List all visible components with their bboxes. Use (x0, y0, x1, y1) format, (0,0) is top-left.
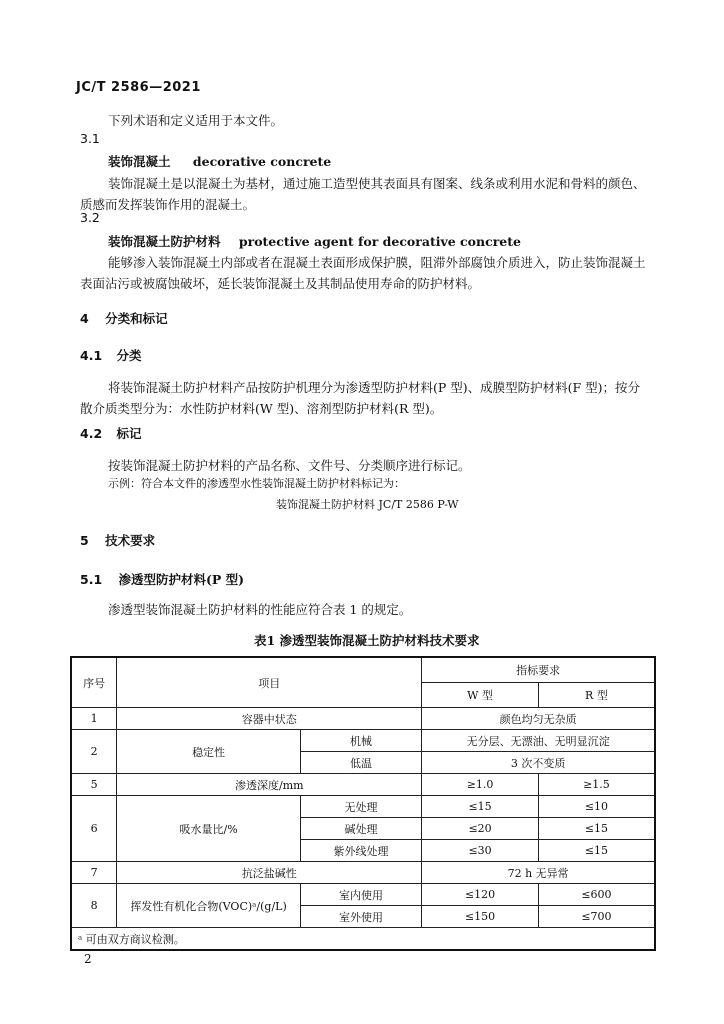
section-4-1-number: 4.1 (80, 348, 103, 363)
header-seq: 序号 (71, 657, 117, 708)
table-row (71, 708, 655, 730)
section-5-heading (80, 531, 155, 549)
header-r-type: R 型 (538, 683, 655, 708)
section-4-1-line2: 散介质类型分为：水性防护材料(W 型)、溶剂型防护材料(R 型)。 (80, 401, 443, 416)
section-5-number: 5 (80, 533, 89, 548)
row5-w: ≥1.0 (422, 774, 539, 796)
row6-seq: 6 (71, 796, 117, 862)
row7-value: 72 h 无异常 (422, 862, 655, 884)
row5-item: 渗透深度/mm (117, 774, 422, 796)
row8-seq: 8 (71, 884, 117, 928)
row6-r3: ≤15 (538, 840, 655, 862)
table-footnote: ᵃ 可由双方商议检测。 (71, 928, 655, 951)
row1-item: 容器中状态 (117, 708, 422, 730)
section-5-1-number: 5.1 (80, 572, 103, 587)
section-4-2-example: 示例：符合本文件的渗透型水性装饰混凝土防护材料标记为： (108, 477, 405, 490)
header-item: 项目 (117, 657, 422, 708)
table-row (71, 796, 655, 818)
term-3-1-number: 3.1 (80, 131, 100, 146)
term-3-1-def-line1: 装饰混凝土是以混凝土为基材，通过施工造型使其表面具有图案、线条或利用水泥和骨料的颜色、 (108, 176, 646, 191)
row6-r2: ≤15 (538, 818, 655, 840)
section-4-1-title: 分类 (116, 348, 142, 363)
header-index: 指标要求 (422, 657, 655, 683)
section-5-1-line1: 渗透型装饰混凝土防护材料的性能应符合表 1 的规定。 (108, 602, 412, 617)
row1-value: 颜色均匀无杂质 (422, 708, 655, 730)
section-4-1-heading (80, 346, 142, 364)
table-row (71, 884, 655, 906)
row5-r: ≥1.5 (538, 774, 655, 796)
row6-r1: ≤10 (538, 796, 655, 818)
row6-sub2: 碱处理 (300, 818, 421, 840)
term-3-1-title-cn: 装饰混凝土 (108, 154, 171, 169)
row6-item: 吸水量比/% (117, 796, 300, 862)
term-3-2-def-line1: 能够渗入装饰混凝土内部或者在混凝土表面形成保护膜，阻滞外部腐蚀介质进入，防止装饰混凝土 (108, 255, 646, 270)
section-5-1-heading (80, 570, 244, 588)
section-4-number: 4 (80, 311, 89, 326)
row2-val1: 无分层、无漂油、无明显沉淀 (422, 730, 655, 752)
table-footnote-row (71, 928, 655, 951)
row8-w1: ≤120 (422, 884, 539, 906)
term-3-1-title-en: decorative concrete (192, 154, 332, 169)
section-4-title: 分类和标记 (105, 311, 168, 326)
row6-sub3: 紫外线处理 (300, 840, 421, 862)
term-3-1-def-line2: 质感而发挥装饰作用的混凝土。 (80, 197, 256, 212)
row6-w2: ≤20 (422, 818, 539, 840)
section-4-2-marking: 装饰混凝土防护材料 JC/T 2586 P-W (276, 498, 459, 511)
table-caption: 表1 渗透型装饰混凝土防护材料技术要求 (254, 633, 480, 648)
row2-seq: 2 (71, 730, 117, 774)
row2-val2: 3 次不变质 (422, 752, 655, 774)
section-4-2-title: 标记 (116, 426, 142, 441)
row8-item: 挥发性有机化合物(VOC)ᵃ/(g/L) (117, 884, 300, 928)
section-4-2-line1: 按装饰混凝土防护材料的产品名称、文件号、分类顺序进行标记。 (108, 458, 471, 473)
row8-sub1: 室内使用 (300, 884, 421, 906)
term-3-2-title-cn: 装饰混凝土防护材料 (108, 234, 221, 249)
section-4-1-line1: 将装饰混凝土防护材料产品按防护机理分为渗透型防护材料(P 型)、成膜型防护材料(F 型)；按分 (108, 380, 641, 395)
table-header-row (71, 657, 655, 683)
section-5-1-title: 渗透型防护材料(P 型) (118, 572, 245, 587)
section-4-2-number: 4.2 (80, 426, 103, 441)
table-row (71, 862, 655, 884)
page-number: 2 (84, 952, 92, 966)
row8-r1: ≤600 (538, 884, 655, 906)
term-3-2-title-en: protective agent for decorative concrete (238, 234, 521, 249)
term-3-2-title (108, 232, 521, 250)
term-3-2-number: 3.2 (80, 210, 100, 225)
terms-intro: 下列术语和定义适用于本文件。 (108, 113, 284, 128)
header-w-type: W 型 (422, 683, 539, 708)
term-3-1-title (108, 152, 331, 170)
technical-requirements-table (70, 656, 656, 951)
row6-w3: ≤30 (422, 840, 539, 862)
row6-sub1: 无处理 (300, 796, 421, 818)
row1-seq: 1 (71, 708, 117, 730)
row8-w2: ≤150 (422, 906, 539, 928)
section-5-title: 技术要求 (105, 533, 156, 548)
table-row (71, 730, 655, 752)
row8-r2: ≤700 (538, 906, 655, 928)
row7-item: 抗泛盐碱性 (117, 862, 422, 884)
row2-sub2: 低温 (300, 752, 421, 774)
row8-sub2: 室外使用 (300, 906, 421, 928)
row7-seq: 7 (71, 862, 117, 884)
row2-item: 稳定性 (117, 730, 300, 774)
section-4-2-heading (80, 424, 142, 442)
table-row (71, 774, 655, 796)
row6-w1: ≤15 (422, 796, 539, 818)
section-4-heading (80, 309, 168, 327)
document-header-id: JC/T 2586—2021 (76, 80, 201, 95)
row5-seq: 5 (71, 774, 117, 796)
row2-sub1: 机械 (300, 730, 421, 752)
term-3-2-def-line2: 表面沾污或被腐蚀破坏，延长装饰混凝土及其制品使用寿命的防护材料。 (80, 276, 481, 291)
